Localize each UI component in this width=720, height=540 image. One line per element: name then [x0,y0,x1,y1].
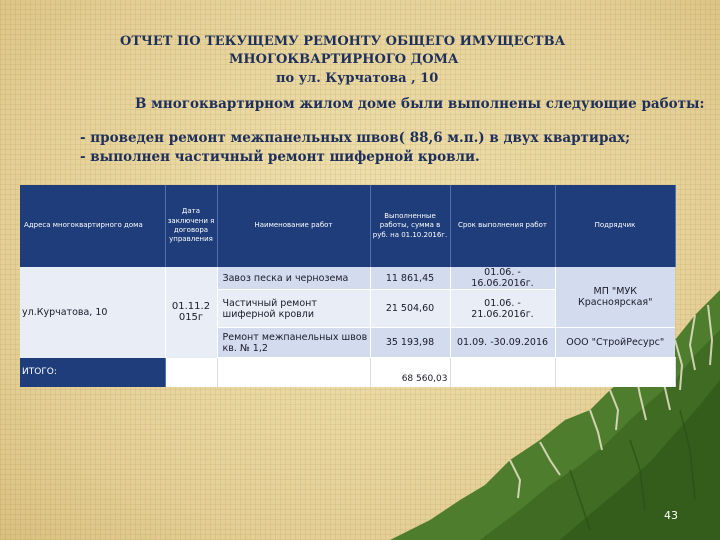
sum-cell: 35 193,98 [370,328,450,358]
contract-date-cell: 01.11.2 015г [165,267,217,358]
header-address: Адреса многоквартирного дома [20,185,165,267]
period-cell: 01.06. - 16.06.2016г. [450,267,555,290]
header-work-name: Наименование работ [217,185,370,267]
intro-text: В многоквартирном жилом доме были выполнены следующие работы: [135,96,705,112]
repair-works-table [20,185,676,387]
header-performed: Выполненные работы, сумма в руб. на 01.10.2016г. [370,185,450,267]
work-name-cell: Завоз песка и чернозема [217,267,370,290]
header-contract-date: Дата заключени я договора управления [165,185,217,267]
contractor-cell: МП "МУК Красноярская" [555,267,675,328]
bullet-item: - выполнен частичный ремонт шиферной кровли. [80,149,480,165]
bullet-item: - проведен ремонт межпанельных швов( 88,6 м.п.) в двух квартирах; [80,130,631,146]
header-contractor: Подрядчик [555,185,675,267]
table-row [20,267,675,290]
page-number: 43 [664,509,678,522]
report-title-address: по ул. Курчатова , 10 [276,71,439,86]
total-value: 68 560,03 [370,358,450,388]
report-title-line-2: МНОГОКВАРТИРНОГО ДОМА [229,52,459,67]
total-row [20,358,675,388]
address-cell: ул.Курчатова, 10 [20,267,165,358]
report-title-line-1: ОТЧЕТ ПО ТЕКУЩЕМУ РЕМОНТУ ОБЩЕГО ИМУЩЕСТВА [120,34,566,49]
total-empty-cell [555,358,675,388]
header-period: Срок выполнения работ [450,185,555,267]
period-cell: 01.09. -30.09.2016 [450,328,555,358]
total-empty-cell [450,358,555,388]
sum-cell: 11 861,45 [370,267,450,290]
total-empty-cell [165,358,217,388]
total-label: ИТОГО: [20,358,165,388]
work-name-cell: Ремонт межпанельных швов кв. № 1,2 [217,328,370,358]
table-header-row [20,185,675,267]
sum-cell: 21 504,60 [370,290,450,328]
period-cell: 01.06. - 21.06.2016г. [450,290,555,328]
work-name-cell: Частичный ремонт шиферной кровли [217,290,370,328]
contractor-cell: ООО "СтройРесурс" [555,328,675,358]
total-empty-cell [217,358,370,388]
